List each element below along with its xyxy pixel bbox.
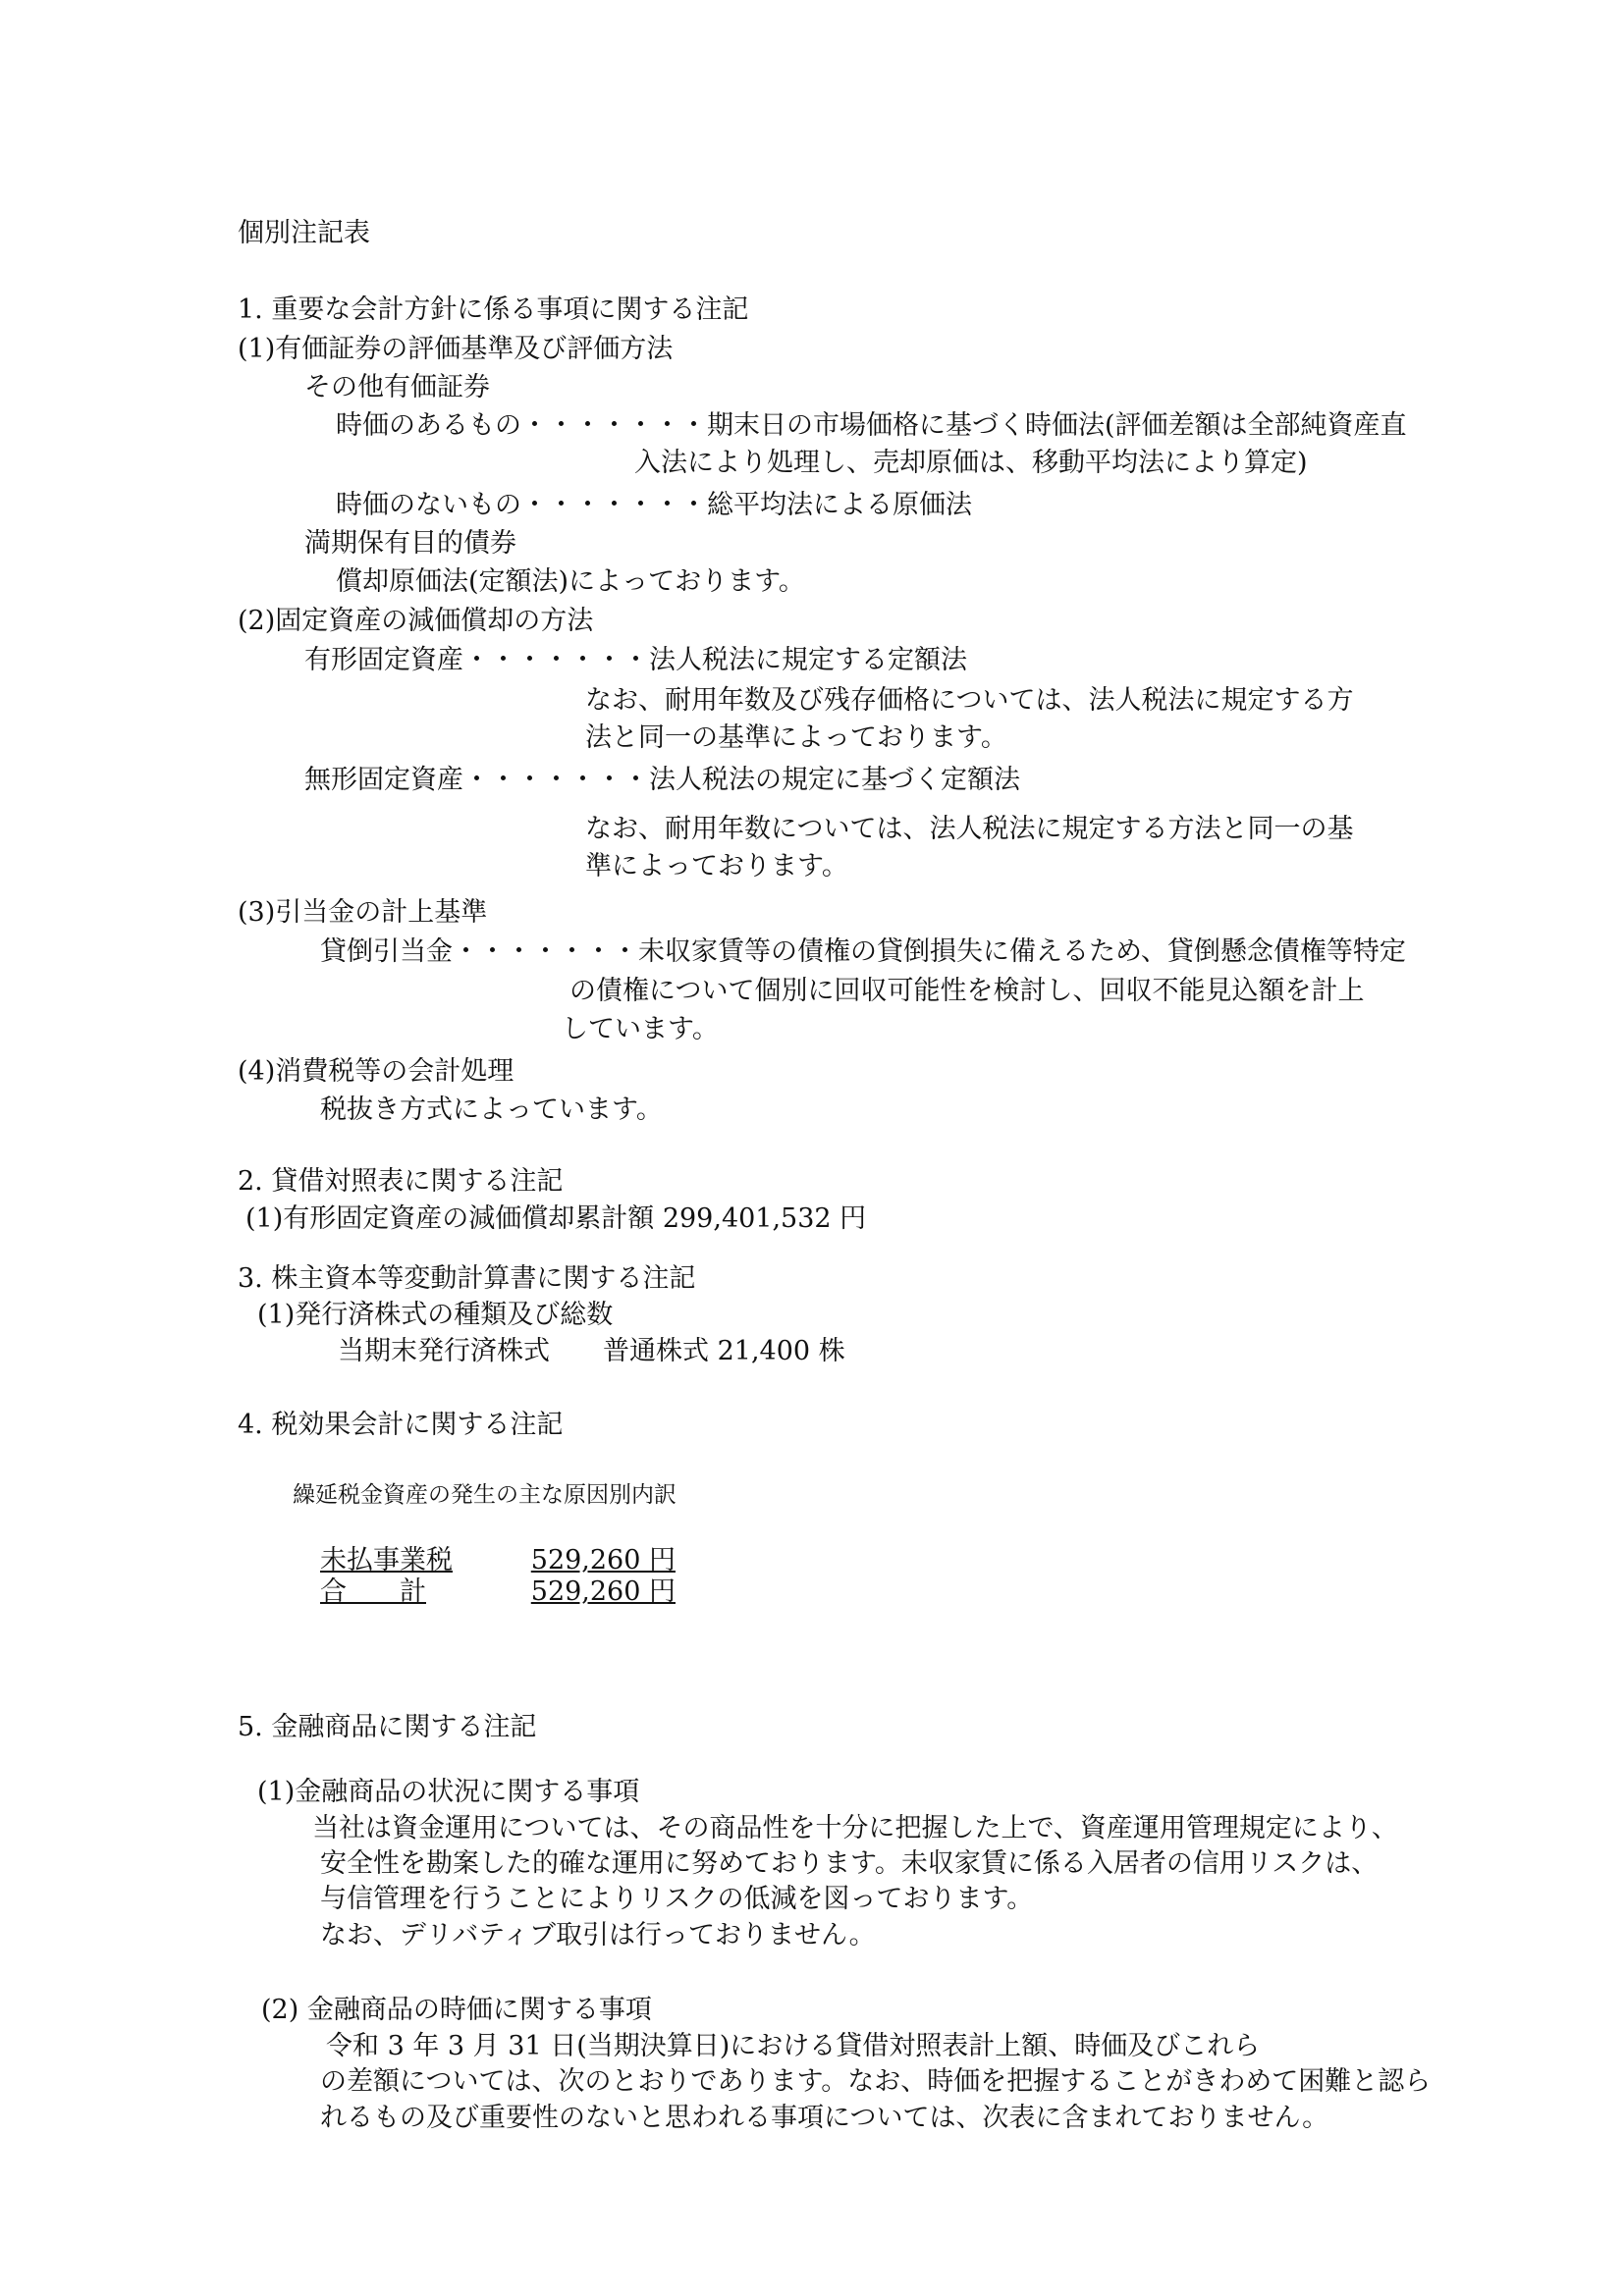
s2-line-1: (1)有形固定資産の減価償却累計額 299,401,532 円	[245, 1203, 867, 1234]
s1-p2-tangible-line-2: なお、耐用年数及び残存価格については、法人税法に規定する方	[585, 685, 1354, 716]
s5-p1-heading: (1)金融商品の状況に関する事項	[257, 1777, 640, 1807]
s5-p1-line-4: なお、デリバティブ取引は行っておりません。	[320, 1920, 876, 1950]
s1-p2-intangible-line-1: 無形固定資産・・・・・・・法人税法の規定に基づく定額法	[304, 765, 1020, 795]
s1-p4-heading: (4)消費税等の会計処理	[238, 1056, 514, 1087]
s1-p1-market-line-2: 入法により処理し、売却原価は、移動平均法により算定)	[634, 448, 1308, 478]
s1-p3-line-1: 貸倒引当金・・・・・・・未収家賃等の債権の貸倒損失に備えるため、貸倒懸念債権等特定	[320, 936, 1406, 967]
s1-p3-heading: (3)引当金の計上基準	[238, 897, 488, 928]
s1-p2-intangible-line-2: なお、耐用年数については、法人税法に規定する方法と同一の基	[585, 814, 1354, 844]
s5-p1-line-1: 当社は資金運用については、その商品性を十分に把握した上で、資産運用管理規定により、	[312, 1813, 1398, 1843]
s1-p1-htm-method: 償却原価法(定額法)によっております。	[336, 566, 805, 597]
s1-p3-line-2: の債権について個別に回収可能性を検討し、回収不能見込額を計上	[569, 976, 1365, 1006]
s3-line-2: 当期末発行済株式 普通株式 21,400 株	[338, 1336, 845, 1366]
s1-p1-market-line-1: 時価のあるもの・・・・・・・期末日の市場価格に基づく時価法(評価差額は全部純資産直	[336, 410, 1407, 441]
tax-effect-total-amount: 529,260 円	[530, 1576, 676, 1607]
s5-p1-line-3: 与信管理を行うことによりリスクの低減を図っております。	[320, 1884, 1034, 1914]
tax-effect-row-label: 未払事業税	[320, 1545, 453, 1575]
s1-p1-htm-label: 満期保有目的債券	[304, 528, 516, 559]
s3-line-1: (1)発行済株式の種類及び総数	[257, 1300, 614, 1330]
section-4-heading: 4. 税効果会計に関する注記	[238, 1410, 564, 1440]
tax-effect-row-amount: 529,260 円	[530, 1545, 676, 1575]
s5-p2-line-1: 令和 3 年 3 月 31 日(当期決算日)における貸借対照表計上額、時価及びこれら	[326, 2031, 1261, 2061]
section-2-heading: 2. 貸借対照表に関する注記	[238, 1166, 564, 1197]
s1-p2-tangible-line-1: 有形固定資産・・・・・・・法人税法に規定する定額法	[304, 645, 967, 675]
document-title: 個別注記表	[238, 218, 370, 248]
s1-p3-line-3: しています。	[562, 1014, 719, 1044]
s5-p2-line-2: の差額については、次のとおりであります。なお、時価を把握することがきわめて困難と認ら	[320, 2066, 1432, 2097]
s1-p1-heading: (1)有価証券の評価基準及び評価方法	[238, 334, 674, 364]
s5-p2-line-3: れるもの及び重要性のないと思われる事項については、次表に含まれておりません。	[320, 2103, 1329, 2133]
s5-p1-line-2: 安全性を勘案した的確な運用に努めております。未収家賃に係る入居者の信用リスクは、	[320, 1848, 1379, 1879]
section-3-heading: 3. 株主資本等変動計算書に関する注記	[238, 1263, 696, 1294]
s1-p1-nomarket-line: 時価のないもの・・・・・・・総平均法による原価法	[336, 490, 972, 520]
section-5-heading: 5. 金融商品に関する注記	[238, 1712, 537, 1742]
s1-p4-line-1: 税抜き方式によっています。	[320, 1095, 663, 1125]
s1-p2-heading: (2)固定資産の減価償却の方法	[238, 606, 594, 636]
s1-p2-tangible-line-3: 法と同一の基準によっております。	[585, 722, 1007, 753]
s1-p1-other-securities: その他有価証券	[304, 372, 490, 402]
s1-p2-intangible-line-3: 準によっております。	[585, 851, 848, 881]
s4-subheading: 繰延税金資産の発生の主な原因別内訳	[293, 1482, 677, 1508]
section-1-heading: 1. 重要な会計方針に係る事項に関する注記	[238, 294, 749, 325]
tax-effect-total-label: 合 計	[320, 1576, 426, 1607]
s5-p2-heading: (2) 金融商品の時価に関する事項	[261, 1995, 652, 2025]
